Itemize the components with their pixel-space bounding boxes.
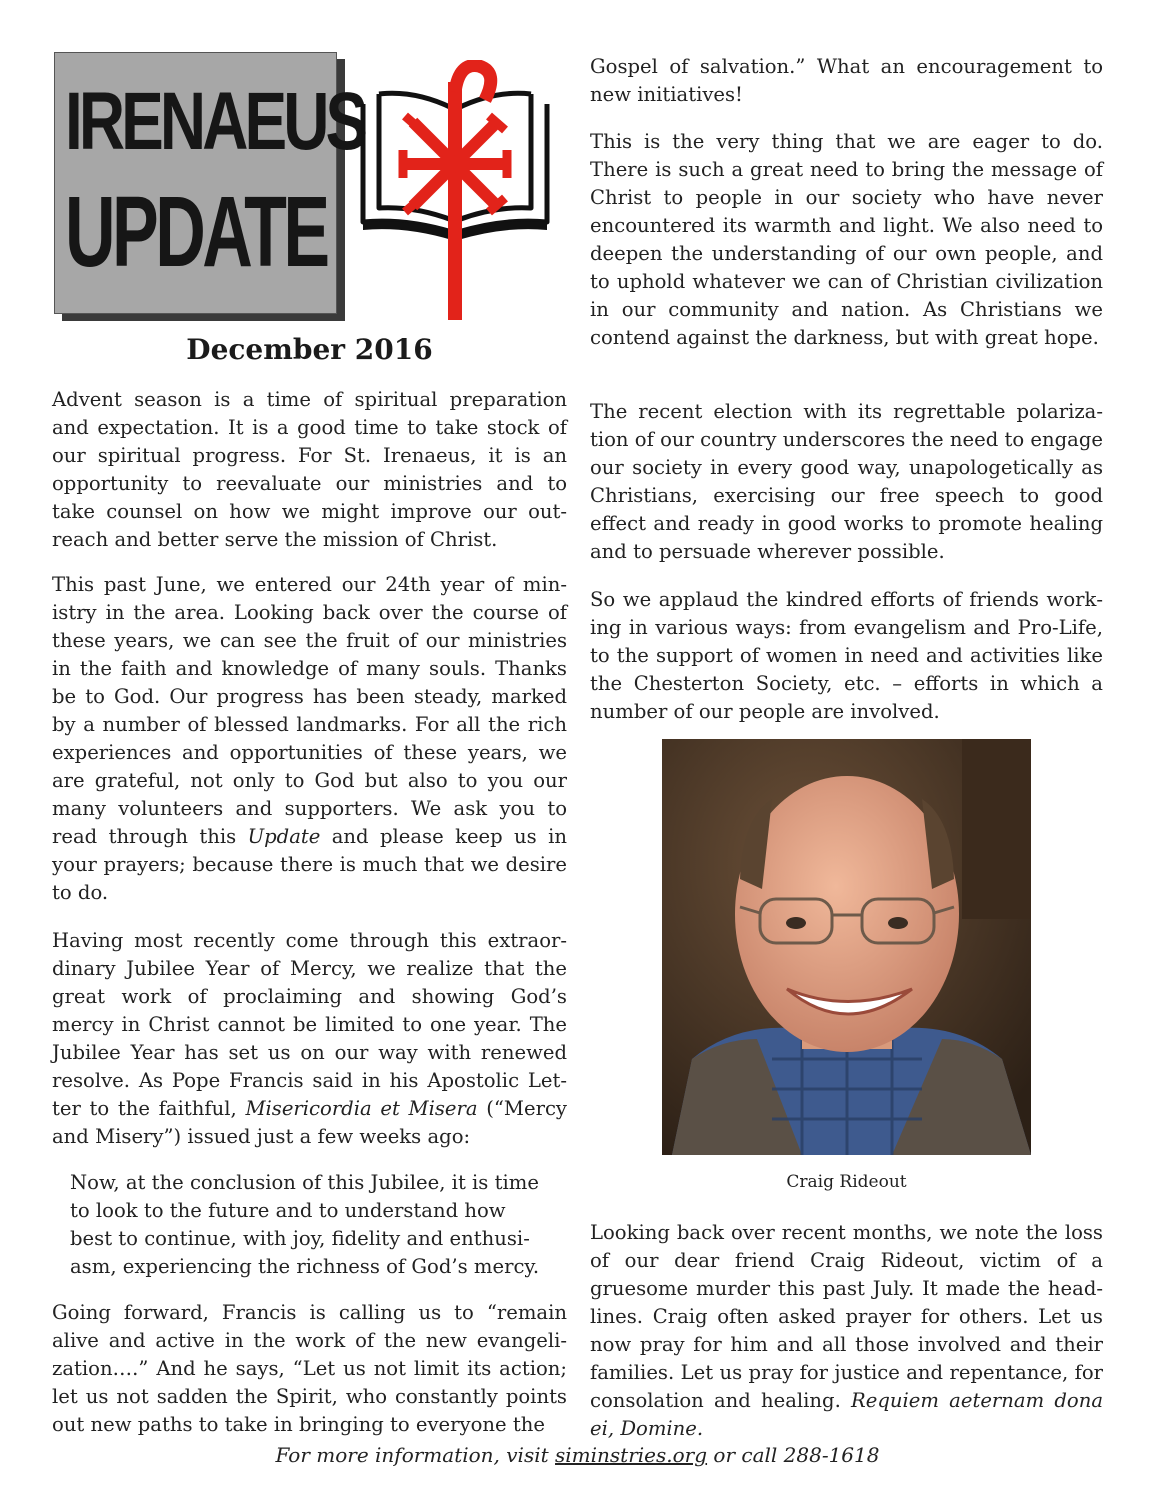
masthead-box <box>54 52 365 314</box>
paragraph-eager-to-do: This is the very thing that we are eager to do. There is such a great need to bring the message of Christ to people in our society who have never encountered its warmth and light. We also need to deepen the understanding of our own people, and to uphold whatever we can of Christian civilization in our community and nation. As Christians we contend against the darkness, but with great hope. <box>590 130 1103 349</box>
paragraph-going-forward: Going forward, Francis is calling us to “remain alive and active in the work of the new evangelization….” And he says, “Let us not limit its action; let us not sadden the Spirit, who constantly points out new paths to take in bringing to everyone the <box>52 1301 567 1436</box>
paragraph-jubilee: Having most recently come through this extraordinary Jubilee Year of Mercy, we realize that the great work of proclaiming and showing God’s mercy in Christ cannot be limited to one year. The Jubilee Year has set us on our way with renewed resolve. As Pope Francis said in his Apostolic Letter to the faithful, Misericordia et Misera (“Mercy and Misery”) issued just a few weeks ago: <box>52 929 567 1148</box>
block-quote-pope-francis: Now, at the conclusion of this Jubilee, it is time to look to the future and to understand how best to continue, with joy, fidelity and enthusiasm, experiencing the richness of God’s mercy. <box>70 1171 540 1278</box>
paragraph-gospel-salvation: Gospel of salvation.” What an encouragement to new initiatives! <box>590 55 1103 106</box>
masthead-title-line1: IRENAEUS <box>65 76 365 167</box>
requiem-emphasis: Requiem aeternam dona ei, Domine. <box>590 1389 1104 1440</box>
paragraph-craig-rideout: Looking back over recent months, we note the loss of our dear friend Craig Rideout, victim of a gruesome murder this past July. It made the headlines. Craig often asked prayer for others. Let us now pray for him and all those involved and their families. Let us pray for justice and repentance, for consolation and healing. Requiem aeternam dona ei, Domine. <box>590 1221 1104 1440</box>
paragraph-24th-year: This past June, we entered our 24th year of ministry in the area. Looking back over the course of these years, we can see the fruit of our ministries in the faith and knowledge of many souls. Thanks be to God. Our progress has been steady, marked by a number of blessed landmarks. For all the rich experiences and opportunities of these years, we are grateful, not only to God but also to you our many volunteers and supporters. We ask you to read through this Update and please keep us in your prayers; because there is much that we desire to do. <box>52 573 568 904</box>
portrait-photo <box>662 739 1031 1155</box>
issue-date-heading: December 2016 <box>186 333 433 366</box>
paragraph-kindred-efforts: So we applaud the kindred efforts of friends working in various ways: from evangelism and Pro-Life, to the support of women in need and activities like the Chesterton Society, etc. – efforts in which a number of our people are involved. <box>590 588 1103 723</box>
masthead-title-line2: UPDATE <box>65 176 327 288</box>
paragraph-recent-election: The recent election with its regrettable polarization of our country underscores the need to engage our society in every good way, unapologetically as Christians, exercising our free speech to good effect and ready in good works to promote healing and to persuade wherever possible. <box>590 400 1103 563</box>
update-emphasis: Update <box>247 825 321 848</box>
photo-caption: Craig Rideout <box>786 1172 907 1192</box>
website-link[interactable]: siminstries.org <box>555 1443 708 1467</box>
paragraph-advent: Advent season is a time of spiritual preparation and expectation. It is a good time to take stock of our spiritual progress. For St. Irenaeus, it is an opportunity to reevaluate our ministries and to take counsel on how we might improve our outreach and better serve the mission of Christ. <box>52 388 567 551</box>
chi-rho-cross-bible-icon <box>355 60 555 325</box>
footer-contact: For more information, visit siminstries.org or call 288-1618 <box>275 1443 880 1467</box>
letter-title-emphasis: Misericordia et Misera <box>245 1097 478 1120</box>
